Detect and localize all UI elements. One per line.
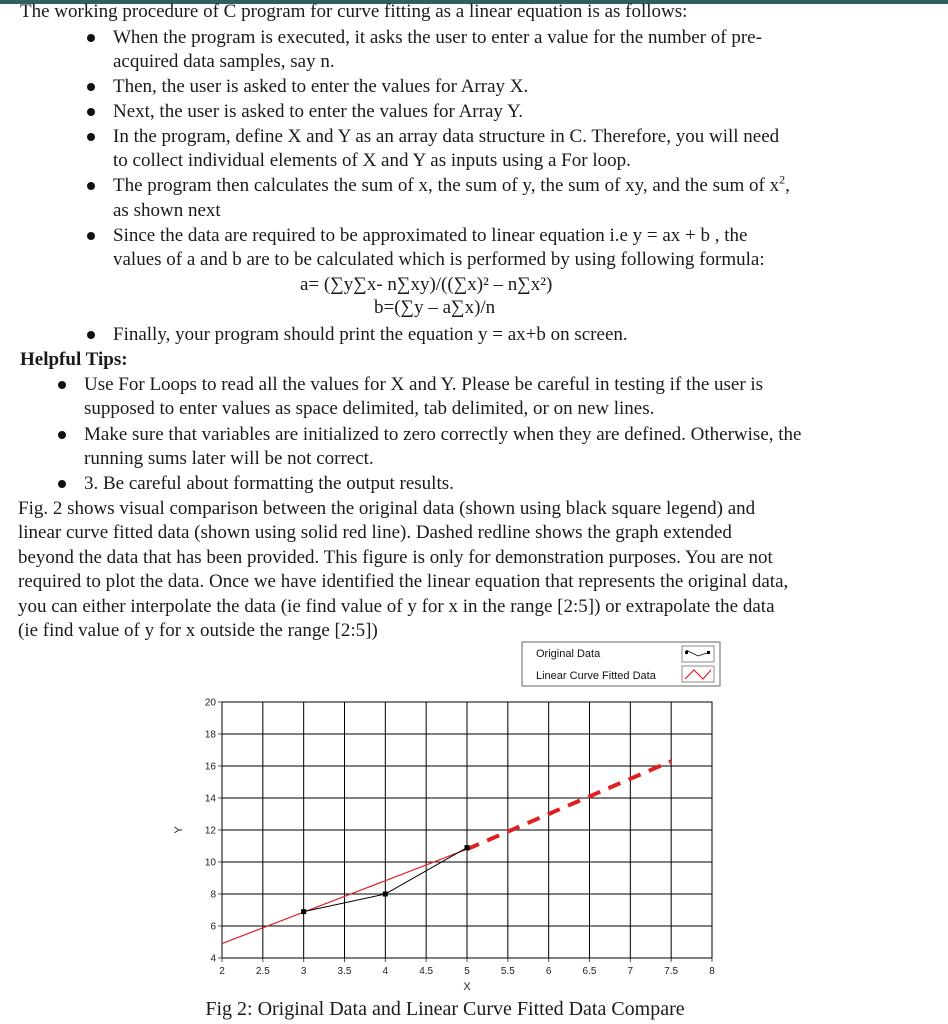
- x-tick-label: 3: [300, 966, 307, 977]
- bullet-dot: [87, 232, 95, 240]
- fig-paragraph-line-2: linear curve fitted data (shown using solid red line). Dashed redline shows the graph extended: [18, 522, 732, 543]
- x-tick-label: 7.5: [664, 966, 679, 977]
- y-tick-label: 8: [210, 889, 216, 901]
- y-tick-label: 20: [204, 697, 216, 709]
- y-axis-label: Y: [173, 826, 185, 834]
- bullet-5-comma: ,: [785, 175, 790, 196]
- x-tick-label: 3.5: [337, 966, 352, 977]
- legend-entry-fit: Linear Curve Fitted Data: [536, 670, 656, 682]
- bullet-4-line-1: In the program, define X and Y as an array data structure in C. Therefore, you will need: [113, 126, 780, 147]
- x-tick-label: 2: [219, 966, 225, 977]
- y-tick-label: 4: [210, 953, 216, 965]
- x-tick-label: 6: [545, 966, 552, 977]
- tip-1-line-1: Use For Loops to read all the values for X and Y. Please be careful in testing if the user is: [84, 374, 764, 395]
- figure-caption: Fig 2: Original Data and Linear Curve Fitted Data Compare: [205, 998, 685, 1020]
- bullet-dot: [87, 108, 95, 116]
- fig-paragraph-line-3: beyond the data that has been provided. This figure is only for demonstration purposes. You are not: [18, 547, 773, 568]
- bullet-4-line-2: to collect individual elements of X and Y as inputs using a For loop.: [113, 150, 631, 171]
- original-data-point: [383, 892, 388, 897]
- bullet-5-line-2: as shown next: [113, 200, 221, 221]
- linear-fit-chart: [160, 640, 740, 995]
- y-tick-label: 16: [204, 761, 216, 773]
- bullet-5-text: The program then calculates the sum of x, the sum of y, the sum of xy, and the sum of x: [113, 175, 780, 196]
- original-data-point: [465, 845, 470, 850]
- x-tick-label: 7: [627, 966, 634, 977]
- bullet-5-line-1: [113, 174, 790, 198]
- intro-text: The working procedure of C program for curve fitting as a linear equation is as follows:: [20, 1, 688, 22]
- bullet-dot: [58, 480, 66, 488]
- fig-paragraph-line-5: you can either interpolate the data (ie find value of y for x in the range [2:5]) or extrapolate the data: [18, 596, 775, 617]
- x-tick-label: 2.5: [255, 966, 270, 977]
- bullet-dot: [58, 381, 66, 389]
- formula-b: b=(∑y – a∑x)/n: [374, 297, 496, 318]
- bullet-dot: [87, 331, 95, 339]
- bullet-3: Next, the user is asked to enter the values for Array Y.: [113, 101, 523, 122]
- bullet-1-line-2: acquired data samples, say n.: [113, 51, 335, 72]
- bullet-dot: [87, 34, 95, 42]
- y-tick-label: 14: [204, 793, 216, 805]
- y-tick-label: 6: [210, 921, 216, 933]
- x-tick-label: 5: [464, 966, 470, 977]
- bullet-dot: [87, 182, 95, 190]
- tips-heading: Helpful Tips:: [20, 349, 128, 370]
- final-bullet: Finally, your program should print the equation y = ax+b on screen.: [113, 324, 628, 345]
- fig-paragraph-line-4: required to plot the data. Once we have identified the linear equation that represents the original data,: [18, 571, 789, 592]
- tip-1-line-2: supposed to enter values as space delimited, tab delimited, or on new lines.: [84, 398, 655, 419]
- bullet-dot: [58, 431, 66, 439]
- y-tick-label: 12: [204, 825, 216, 837]
- superscript-2: 2: [779, 172, 786, 187]
- x-axis-label: X: [463, 981, 471, 993]
- bullet-dot: [87, 83, 95, 91]
- bullet-1-line-1: When the program is executed, it asks the user to enter a value for the number of pre-: [113, 27, 762, 48]
- x-tick-label: 4.5: [419, 966, 434, 977]
- tip-2-line-1: Make sure that variables are initialized to zero correctly when they are defined. Otherwise, the: [84, 424, 802, 445]
- original-data-point: [301, 909, 306, 914]
- fig-paragraph-line-1: Fig. 2 shows visual comparison between the original data (shown using black square legend) and: [18, 498, 756, 519]
- legend-entry-original: Original Data: [536, 648, 601, 660]
- x-tick-label: 8: [709, 966, 715, 977]
- y-tick-label: 18: [204, 729, 216, 741]
- fig-paragraph-line-6: (ie find value of y for x outside the range [2:5]): [18, 620, 378, 641]
- tip-3: 3. Be careful about formatting the output results.: [84, 473, 454, 494]
- bullet-dot: [87, 133, 95, 141]
- bullet-6-line-2: values of a and b are to be calculated which is performed by using following formula:: [113, 249, 765, 270]
- x-tick-label: 4: [382, 966, 389, 977]
- bullet-2: Then, the user is asked to enter the values for Array X.: [113, 76, 529, 97]
- bullet-6-line-1: Since the data are required to be approximated to linear equation i.e y = ax + b , the: [113, 225, 748, 246]
- legend-swatch-marker: [685, 651, 688, 654]
- x-tick-label: 5.5: [500, 966, 515, 977]
- y-tick-label: 10: [204, 857, 216, 869]
- tip-2-line-2: running sums later will be not correct.: [84, 448, 374, 469]
- x-tick-label: 6.5: [582, 966, 597, 977]
- formula-a: a= (∑y∑x- n∑xy)/((∑x)² – n∑x²): [300, 274, 553, 295]
- legend-swatch-marker: [707, 651, 710, 654]
